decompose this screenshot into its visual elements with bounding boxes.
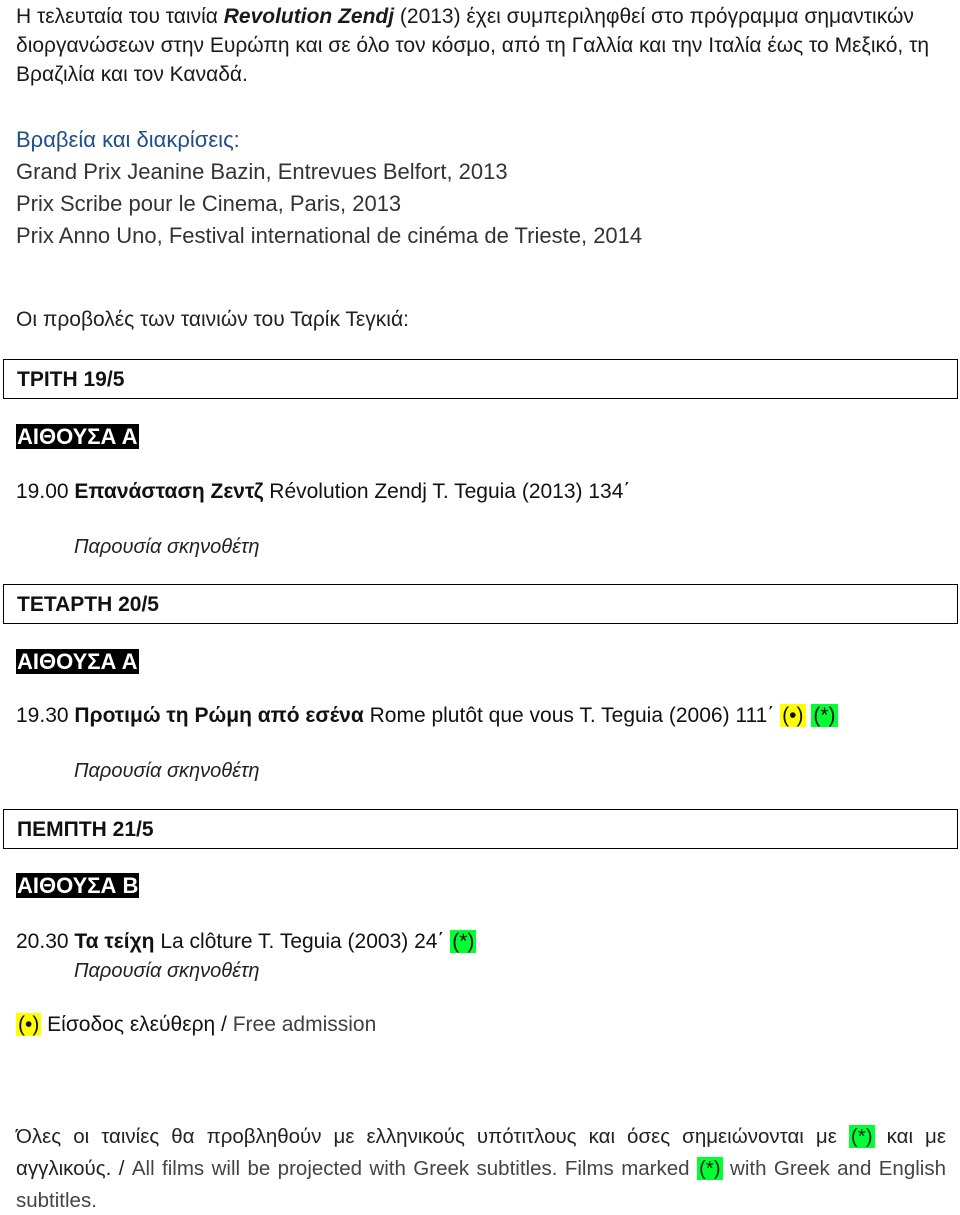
day-label: ΤΡΙΤΗ 19/5: [17, 368, 125, 391]
screening-title-gr: Προτιμώ τη Ρώμη από εσένα: [74, 704, 364, 727]
screening-time: 19.30: [16, 704, 69, 727]
intro-suffix: (2013) έχει συμπεριληφθεί στο πρόγραμμα σημαντικών διοργανώσεων στην Ευρώπη και σε όλο τον κόσμο, από τη Γαλλία και την Ιταλία έως το Μεξικό, τη Βραζιλία και τον Καναδά.: [16, 5, 930, 86]
english-subtitles-mark: (*): [452, 930, 475, 953]
day-label: ΤΕΤΑΡΤΗ 20/5: [17, 593, 159, 616]
screening-line: [16, 929, 476, 954]
award-item: Grand Prix Jeanine Bazin, Entrevues Belfort, 2013: [16, 159, 508, 184]
awards-section: [16, 124, 642, 252]
screening-title-gr: Τα τείχη: [74, 930, 155, 953]
day-box-thursday: [3, 809, 958, 849]
day-box-wednesday: [3, 584, 958, 624]
screening-details: Rome plutôt que vous T. Teguia (2006) 111΄: [363, 704, 781, 727]
free-admission-mark: (•): [782, 704, 804, 727]
english-subtitles-mark: (*): [813, 704, 836, 727]
legend: [16, 1012, 376, 1037]
screening-details: La clôture T. Teguia (2003) 24΄: [154, 930, 451, 953]
intro-paragraph: [16, 2, 951, 89]
screening-time: 20.30: [16, 930, 69, 953]
screening-time: 19.00: [16, 480, 69, 503]
hall-label: ΑΙΘΟΥΣΑ Β: [17, 873, 139, 898]
english-subtitles-mark: (*): [698, 1157, 721, 1180]
day-label: ΠΕΜΠΤΗ 21/5: [17, 818, 154, 841]
subtitles-note: Όλες οι ταινίες θα προβληθούν με ελληνικούς υπότιτλους και όσες σημειώνονται με (*) και με αγγλικούς. / All films will be projected with Greek subtitles. Films marked (*) with Greek and English subtitles.: [16, 1125, 946, 1212]
english-subtitles-mark: (*): [850, 1125, 873, 1148]
day-box-tuesday: [3, 359, 958, 399]
intro-prefix: Η τελευταία του ταινία: [16, 5, 224, 28]
awards-heading: Βραβεία και διακρίσεις:: [16, 127, 240, 152]
intro-film-title: Revolution Zendj: [223, 5, 395, 28]
director-presence: Παρουσία σκηνοθέτη: [74, 536, 260, 558]
award-item: Prix Anno Uno, Festival international de cinéma de Trieste, 2014: [16, 223, 643, 248]
hall-label: ΑΙΘΟΥΣΑ Α: [17, 649, 138, 674]
screening-line: [16, 703, 838, 728]
hall-label: ΑΙΘΟΥΣΑ Α: [17, 424, 138, 449]
screenings-heading: Οι προβολές των ταινιών του Ταρίκ Τεγκιά:: [16, 308, 409, 331]
director-presence: Παρουσία σκηνοθέτη: [74, 760, 260, 782]
director-presence: Παρουσία σκηνοθέτη: [74, 960, 260, 982]
screening-title-gr: Επανάσταση Ζεντζ: [74, 480, 264, 503]
screening-line: [16, 479, 630, 504]
award-item: Prix Scribe pour le Cinema, Paris, 2013: [16, 191, 402, 216]
legend-text-gr: Είσοδος ελεύθερη /: [41, 1013, 233, 1036]
screening-details: Révolution Zendj T. Teguia (2013) 134΄: [263, 480, 631, 503]
legend-text-en: Free admission: [232, 1013, 377, 1036]
free-admission-mark: (•): [18, 1013, 40, 1036]
